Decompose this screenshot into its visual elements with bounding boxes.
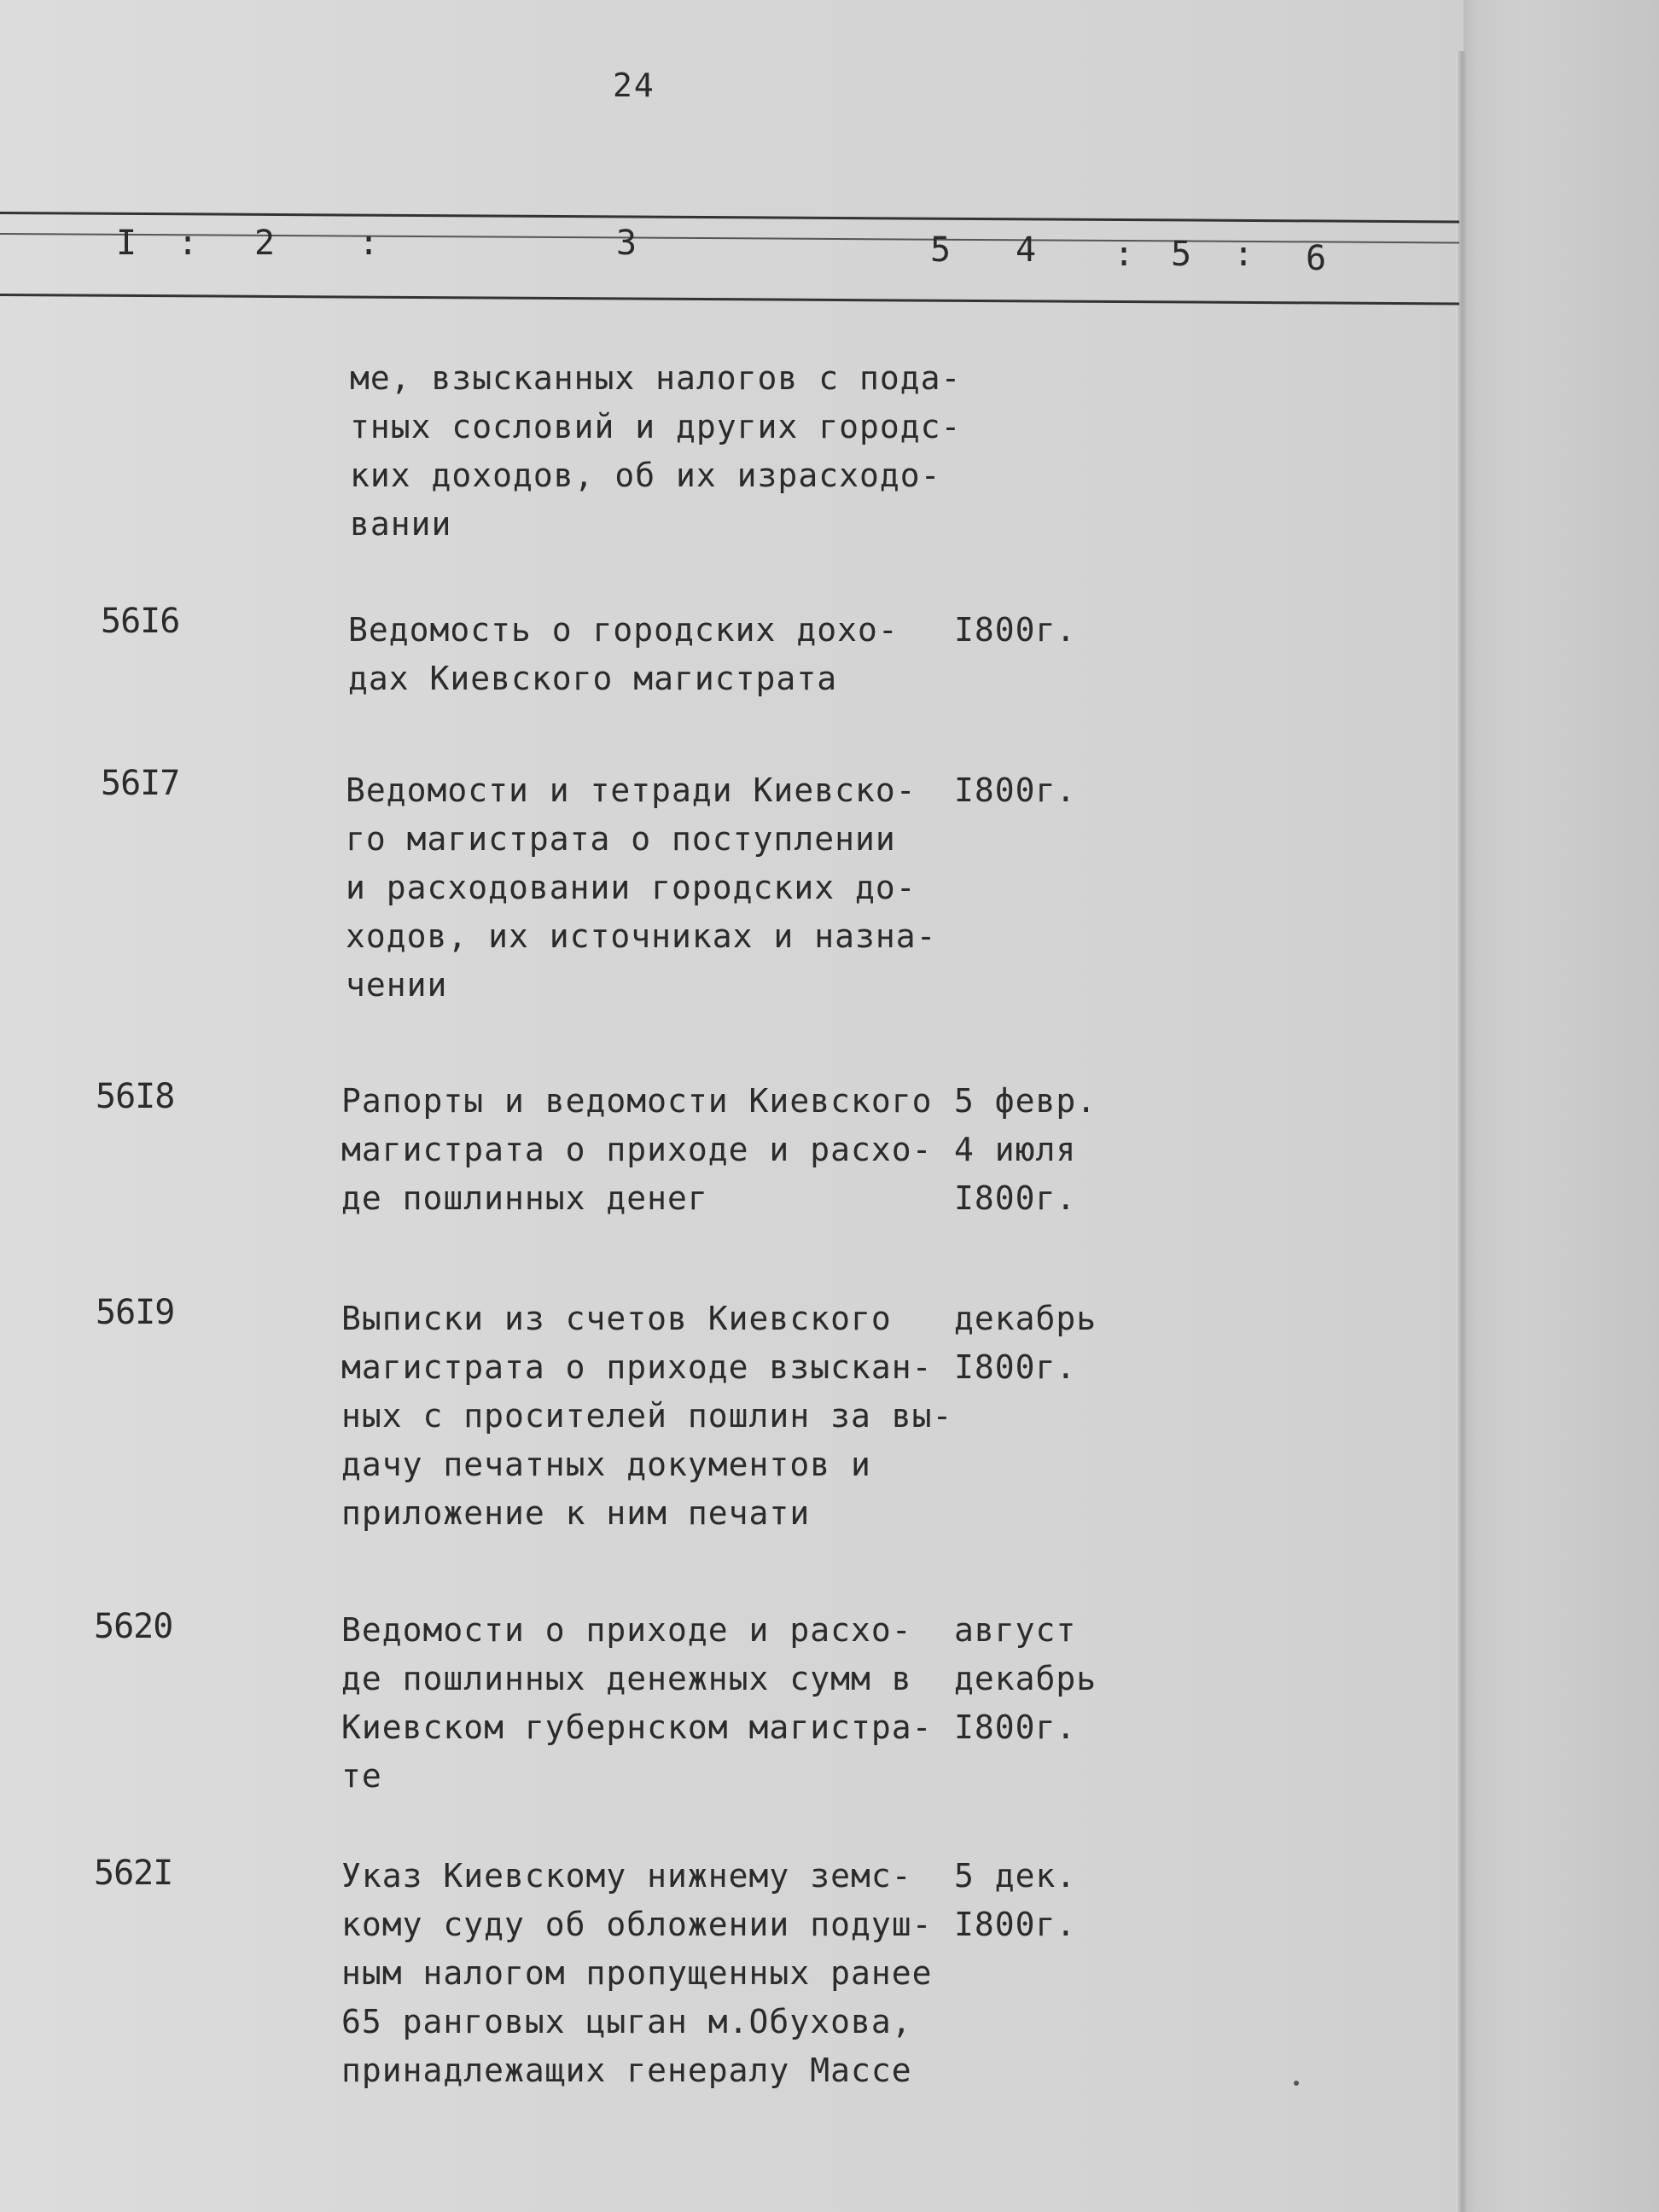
header-col-2: 2: [254, 224, 276, 263]
page-edge-shadow: [1456, 51, 1466, 2212]
entry-description: [341, 1077, 973, 1223]
header-separator: :: [178, 224, 199, 263]
entry-date: [954, 766, 1150, 815]
header-col-4: 4: [1016, 230, 1037, 270]
text-line: ме, взысканных налогов с пода-: [350, 359, 962, 397]
text-line: Ведомости и тетради Киевско-: [346, 771, 917, 809]
text-line: ких доходов, об их израсходо-: [350, 457, 941, 494]
entry-number: 562I: [94, 1854, 173, 1893]
text-line: чении: [346, 966, 448, 1004]
text-line: кому суду об обложении подуш-: [341, 1906, 933, 1943]
text-line: магистрата о приходе и расхо-: [341, 1131, 933, 1168]
text-line: и расходовании городских до-: [346, 869, 917, 906]
text-line: дачу печатных документов и: [341, 1446, 871, 1483]
header-separator: :: [358, 224, 380, 263]
text-line: де пошлинных денег: [341, 1179, 708, 1217]
text-line: го магистрата о поступлении: [346, 820, 896, 858]
entry-number: 56I6: [101, 602, 180, 641]
date-line: I800г.: [954, 611, 1077, 649]
header-col-3: 3: [616, 224, 637, 263]
text-line: тных сословий и других городс-: [350, 408, 962, 445]
entry-number: 56I8: [96, 1077, 175, 1116]
text-line: ходов, их источниках и назна-: [346, 917, 937, 955]
text-line: Ведомость о городских дохо-: [348, 611, 899, 649]
entry-date: [954, 1852, 1150, 1949]
date-line: I800г.: [954, 1179, 1077, 1217]
next-page-edge: [1464, 0, 1659, 2212]
entry-date: [954, 1077, 1150, 1223]
date-line: I800г.: [954, 771, 1077, 809]
entry-description: [346, 766, 977, 1010]
text-line: приложение к ним печати: [341, 1494, 811, 1532]
text-line: Выписки из счетов Киевского: [341, 1300, 892, 1337]
date-line: 5 дек.: [954, 1857, 1077, 1895]
entry-date: [954, 606, 1150, 655]
entry-date: [954, 1295, 1150, 1392]
text-line: Рапорты и ведомости Киевского: [341, 1082, 933, 1120]
text-line: Указ Киевскому нижнему земс-: [341, 1857, 912, 1895]
text-line: ным налогом пропущенных ранее: [341, 1954, 933, 1992]
text-line: ных с просителей пошлин за вы-: [341, 1397, 953, 1435]
header-col-5: 5: [1171, 235, 1192, 274]
entry-description: [341, 1295, 973, 1538]
text-line: дах Киевского магистрата: [348, 660, 838, 697]
header-col-1: I: [116, 224, 137, 263]
date-line: I800г.: [954, 1906, 1077, 1943]
text-line: принадлежащих генералу Массе: [341, 2052, 912, 2089]
date-line: I800г.: [954, 1708, 1077, 1746]
date-line: 5 февр.: [954, 1082, 1097, 1120]
entry-description: [341, 1852, 973, 2095]
continuation-text: [350, 354, 981, 549]
header-separator: :: [1233, 235, 1254, 274]
text-line: де пошлинных денежных сумм в: [341, 1660, 912, 1697]
text-line: Ведомости о приходе и расхо-: [341, 1611, 912, 1649]
text-line: 65 ранговых цыган м.Обухова,: [341, 2003, 912, 2040]
header-separator: :: [1114, 235, 1135, 274]
date-line: декабрь: [954, 1300, 1097, 1337]
text-line: Киевском губернском магистра-: [341, 1708, 933, 1746]
paper-speck: [1294, 2081, 1299, 2086]
date-line: декабрь: [954, 1660, 1097, 1697]
entry-description: [348, 606, 980, 703]
text-line: те: [341, 1757, 382, 1795]
date-line: I800г.: [954, 1348, 1077, 1386]
date-line: август: [954, 1611, 1077, 1649]
header-col-3-overstrike: 5: [930, 230, 952, 270]
header-col-6: 6: [1306, 239, 1327, 278]
entry-date: [954, 1606, 1150, 1752]
entry-number: 5620: [94, 1607, 173, 1646]
text-line: вании: [350, 505, 452, 543]
entry-number: 56I7: [101, 764, 180, 803]
entry-number: 56I9: [96, 1293, 175, 1332]
page-number: 24: [613, 67, 655, 104]
entry-description: [341, 1606, 973, 1801]
date-line: 4 июля: [954, 1131, 1077, 1168]
text-line: магистрата о приходе взыскан-: [341, 1348, 933, 1386]
